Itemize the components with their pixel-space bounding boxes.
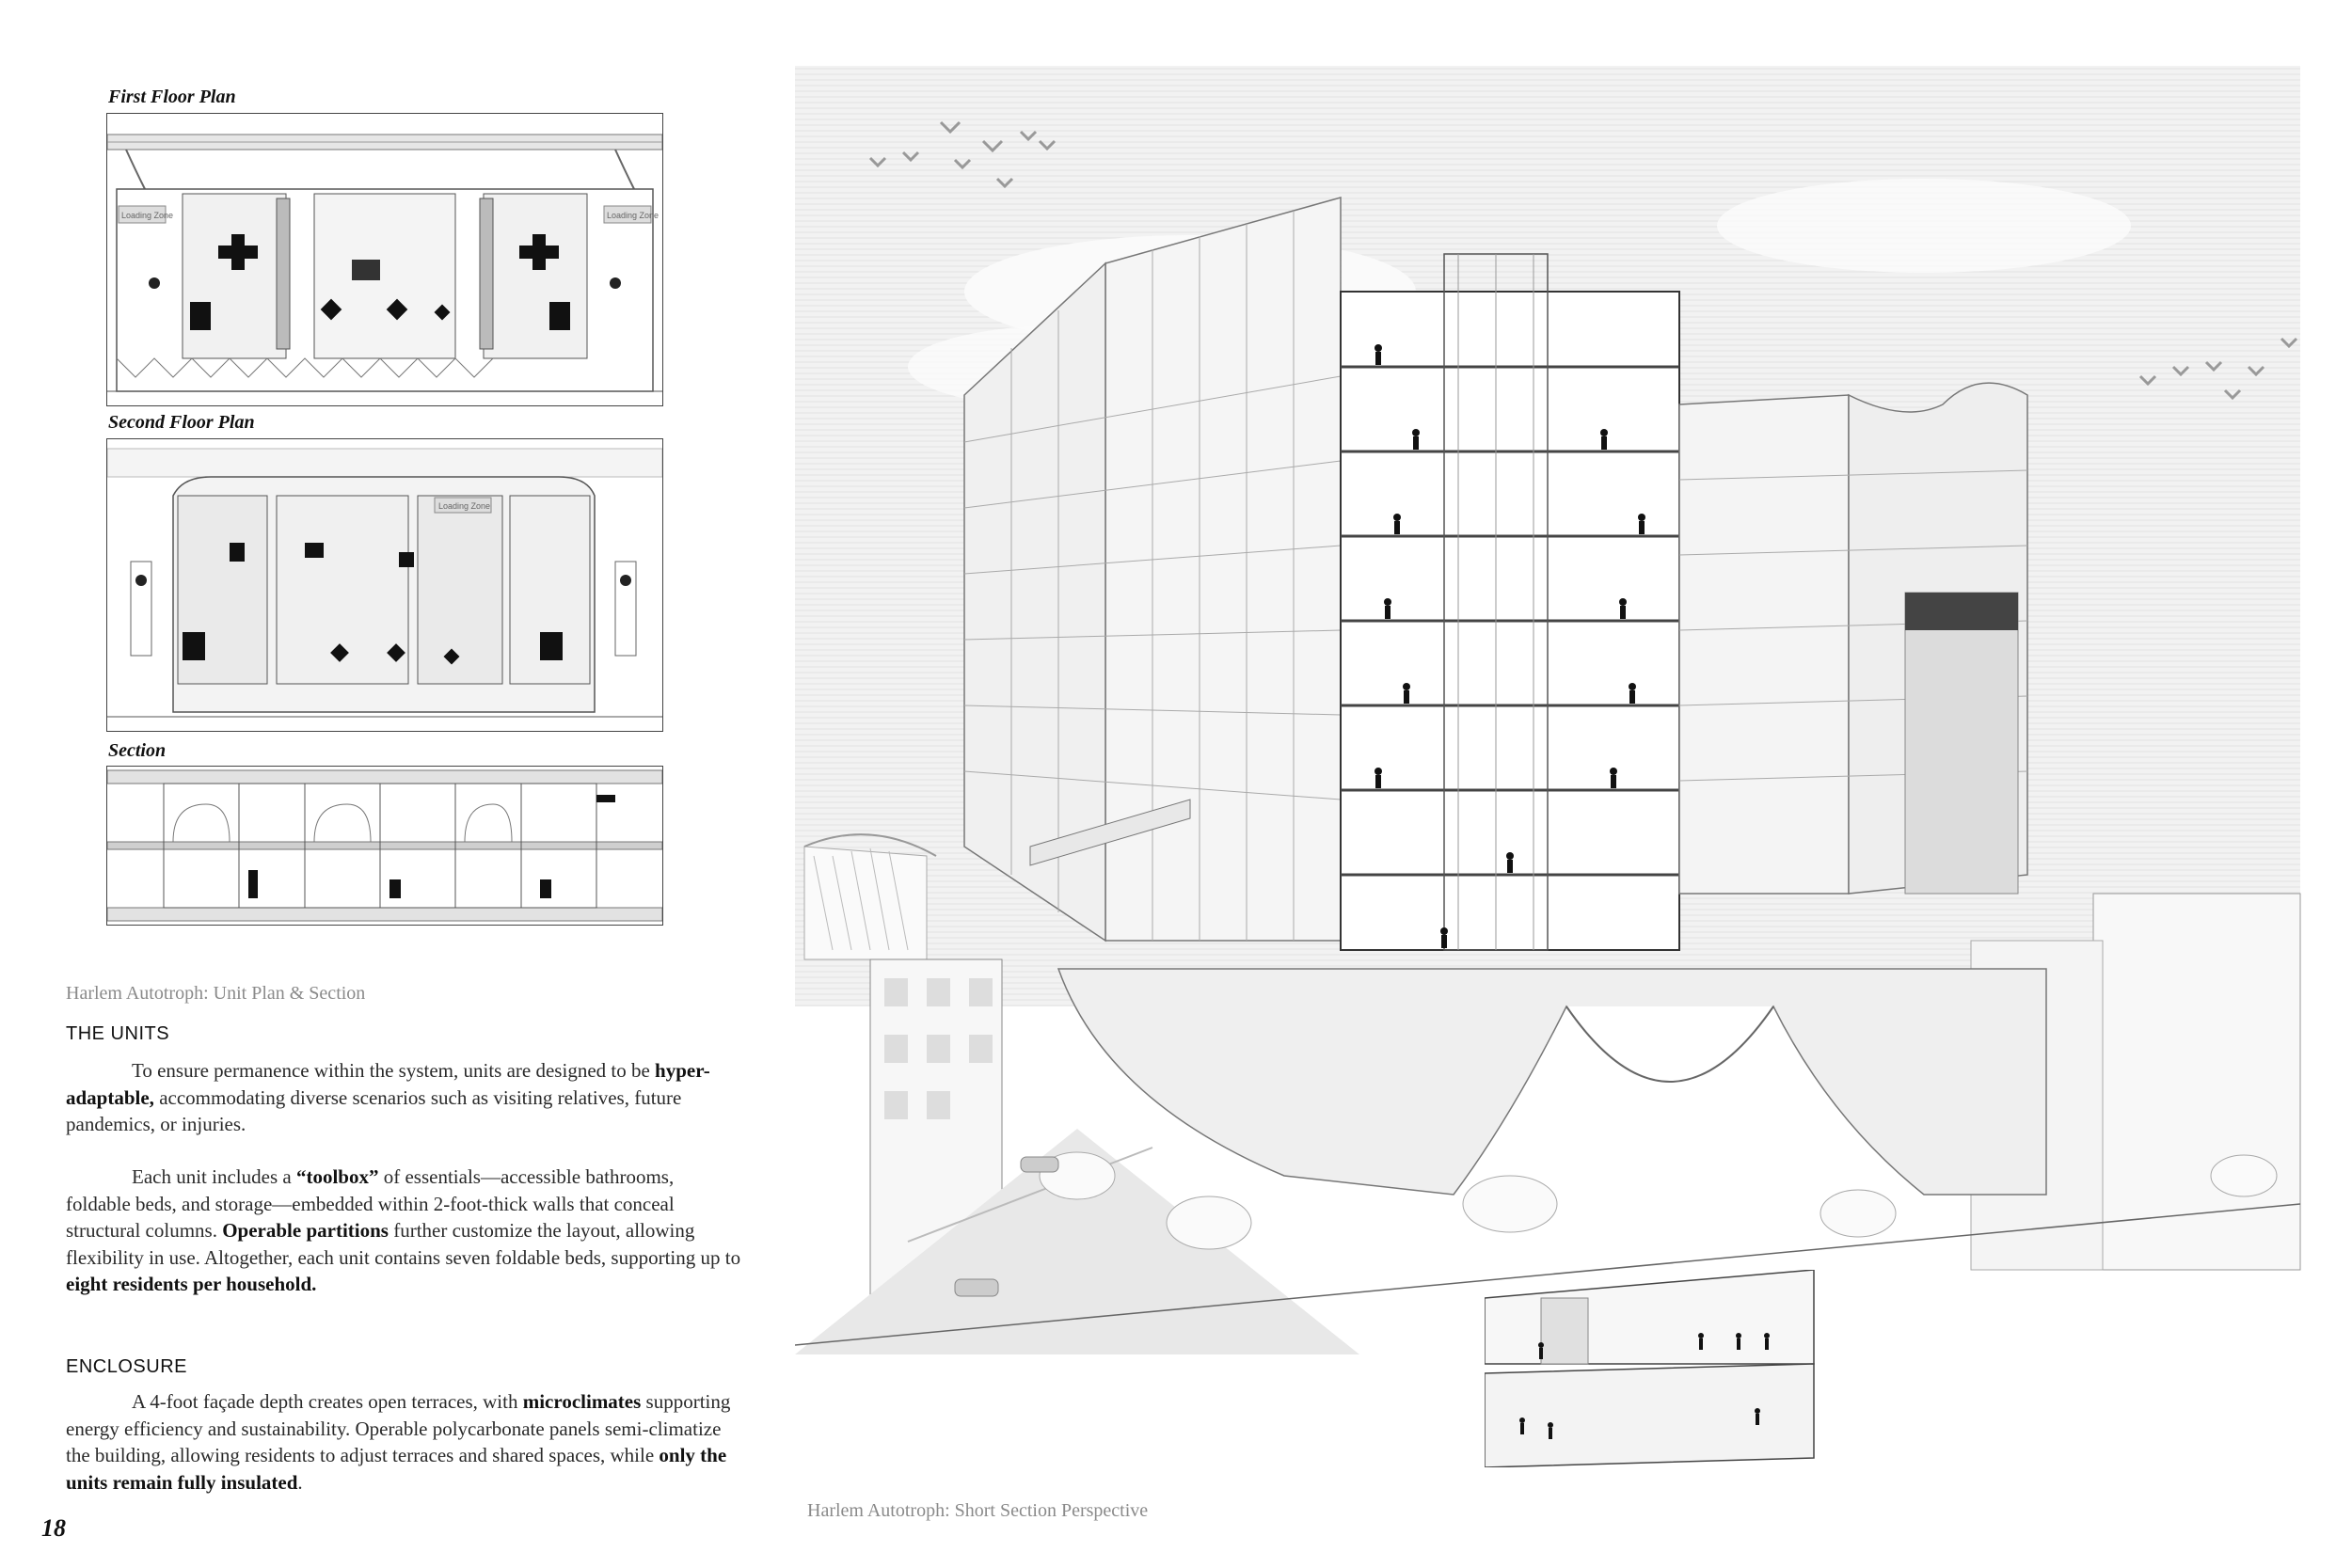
loading-zone-label-right: Loading Zone: [607, 211, 660, 220]
enclosure-paragraph: A 4-foot façade depth creates open terraces, with microclimates supporting energy efficiency and sustainability. Operable polycarbonate panels semi-climatize the building, allowing residents to adjust terraces and shared spaces, while only the units remain fully insulated.: [66, 1390, 731, 1494]
second-floor-plan-drawing: [106, 438, 663, 732]
units-paragraph-2: Each unit includes a “toolbox” of essentials—accessible bathrooms, foldable beds, and storage—embedded within 2-foot-thick walls that conceal structural columns. Operable partitions further customize the layout, allowing flexibility in use. Altogether, each unit contains seven foldable beds, supporting up to eight residents per household.: [66, 1165, 741, 1295]
first-floor-plan-drawing: [106, 113, 663, 406]
first-floor-plan-title: First Floor Plan: [108, 87, 236, 107]
enclosure-heading: ENCLOSURE: [66, 1356, 187, 1377]
loading-zone-label-left: Loading Zone: [121, 211, 174, 220]
unit-plan-caption: Harlem Autotroph: Unit Plan & Section: [66, 983, 366, 1004]
section-perspective-illustration: [795, 66, 2310, 1354]
second-floor-plan-title: Second Floor Plan: [108, 412, 255, 433]
units-heading: THE UNITS: [66, 1023, 170, 1044]
section-title: Section: [108, 740, 167, 761]
section-perspective-caption: Harlem Autotroph: Short Section Perspective: [807, 1500, 1149, 1521]
page-number: 18: [41, 1514, 66, 1542]
units-paragraph-1: To ensure permanence within the system, units are designed to be hyper-adaptable, accommodating diverse scenarios such as visiting relatives, future pandemics, or injuries.: [66, 1059, 710, 1135]
unit-section-drawing: [106, 766, 663, 926]
underground-section-inset: [1485, 1270, 1823, 1467]
loading-zone-label-second: Loading Zone: [438, 501, 491, 511]
